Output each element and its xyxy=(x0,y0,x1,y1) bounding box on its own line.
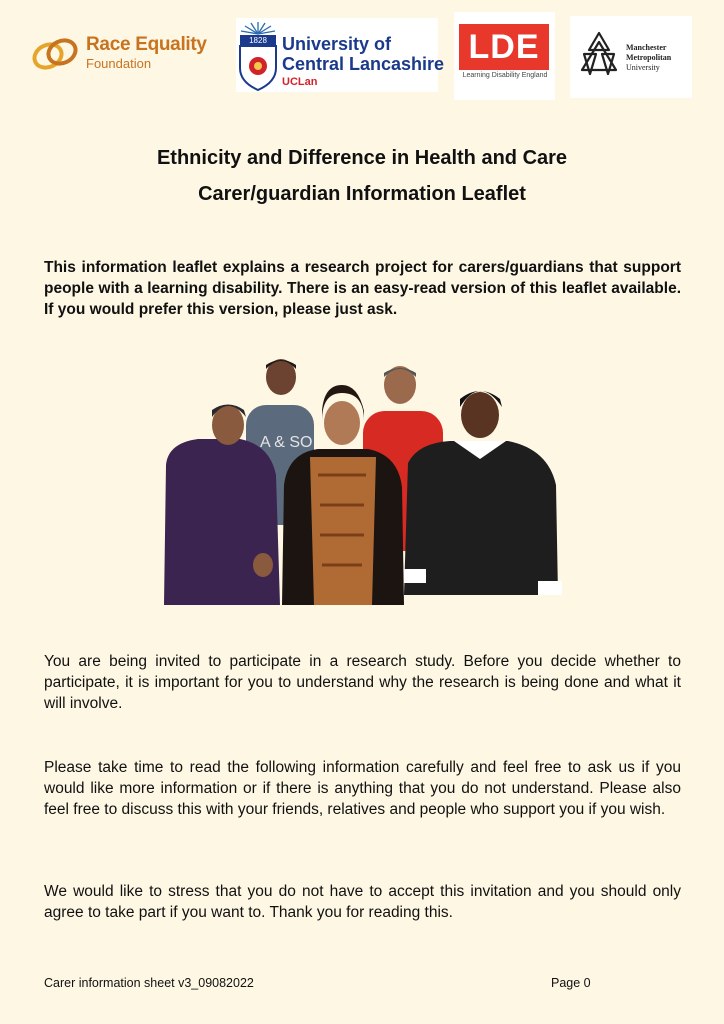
race-equality-foundation-logo xyxy=(30,30,220,80)
mmu-line1: Manchester xyxy=(626,43,667,52)
uclan-crest-icon xyxy=(236,20,280,92)
logo-subname: Foundation xyxy=(86,56,152,71)
group-photo xyxy=(158,355,565,605)
uclan-line2: Central Lancashire xyxy=(282,54,445,74)
crest-year: 1828 xyxy=(249,36,267,45)
mmu-line3: University xyxy=(626,63,660,72)
uclan-line1: University of xyxy=(282,34,392,54)
lde-subtitle: Learning Disability England xyxy=(462,72,548,79)
group-photo-image xyxy=(158,355,565,605)
intro-paragraph: This information leaflet explains a research project for carers/guardians that support people with a learning disability. There is an easy-read version of this leaflet available. If you would prefer this version, please just ask. xyxy=(44,259,681,318)
footer-page-number: Page 0 xyxy=(551,976,591,990)
document-title: Ethnicity and Difference in Health and Care xyxy=(156,147,568,169)
uclan-abbrev: UCLan xyxy=(282,76,318,88)
document-subtitle: Carer/guardian Information Leaflet xyxy=(198,183,526,205)
mmu-line2: Metropolitan xyxy=(626,53,672,62)
uclan-logo xyxy=(236,18,445,92)
mmu-logo xyxy=(570,16,692,98)
shirt-text: A & SO xyxy=(260,434,313,451)
footer-version: Carer information sheet v3_09082022 xyxy=(44,976,254,990)
lde-mark: LDE xyxy=(459,24,549,70)
body-paragraph-3: We would like to stress that you do not have to accept this invitation and you should only agree to take part if you want to. Thank you for reading this. xyxy=(44,883,681,921)
logo-strip xyxy=(0,12,724,107)
logo-name: Race Equality xyxy=(86,34,207,55)
body-paragraph-2: Please take time to read the following information carefully and feel free to ask us if you would like more information or if there is anything that you do not understand. Please also feel free to discuss this with your friends, relatives and people who support you if you wish. xyxy=(44,759,681,818)
lde-logo xyxy=(454,12,555,100)
rings-icon xyxy=(30,36,82,72)
body-paragraph-1: You are being invited to participate in a research study. Before you decide whether to participate, it is important for you to understand why the research is being done and what it will involve. xyxy=(44,653,681,712)
mmu-knot-icon xyxy=(576,30,622,82)
